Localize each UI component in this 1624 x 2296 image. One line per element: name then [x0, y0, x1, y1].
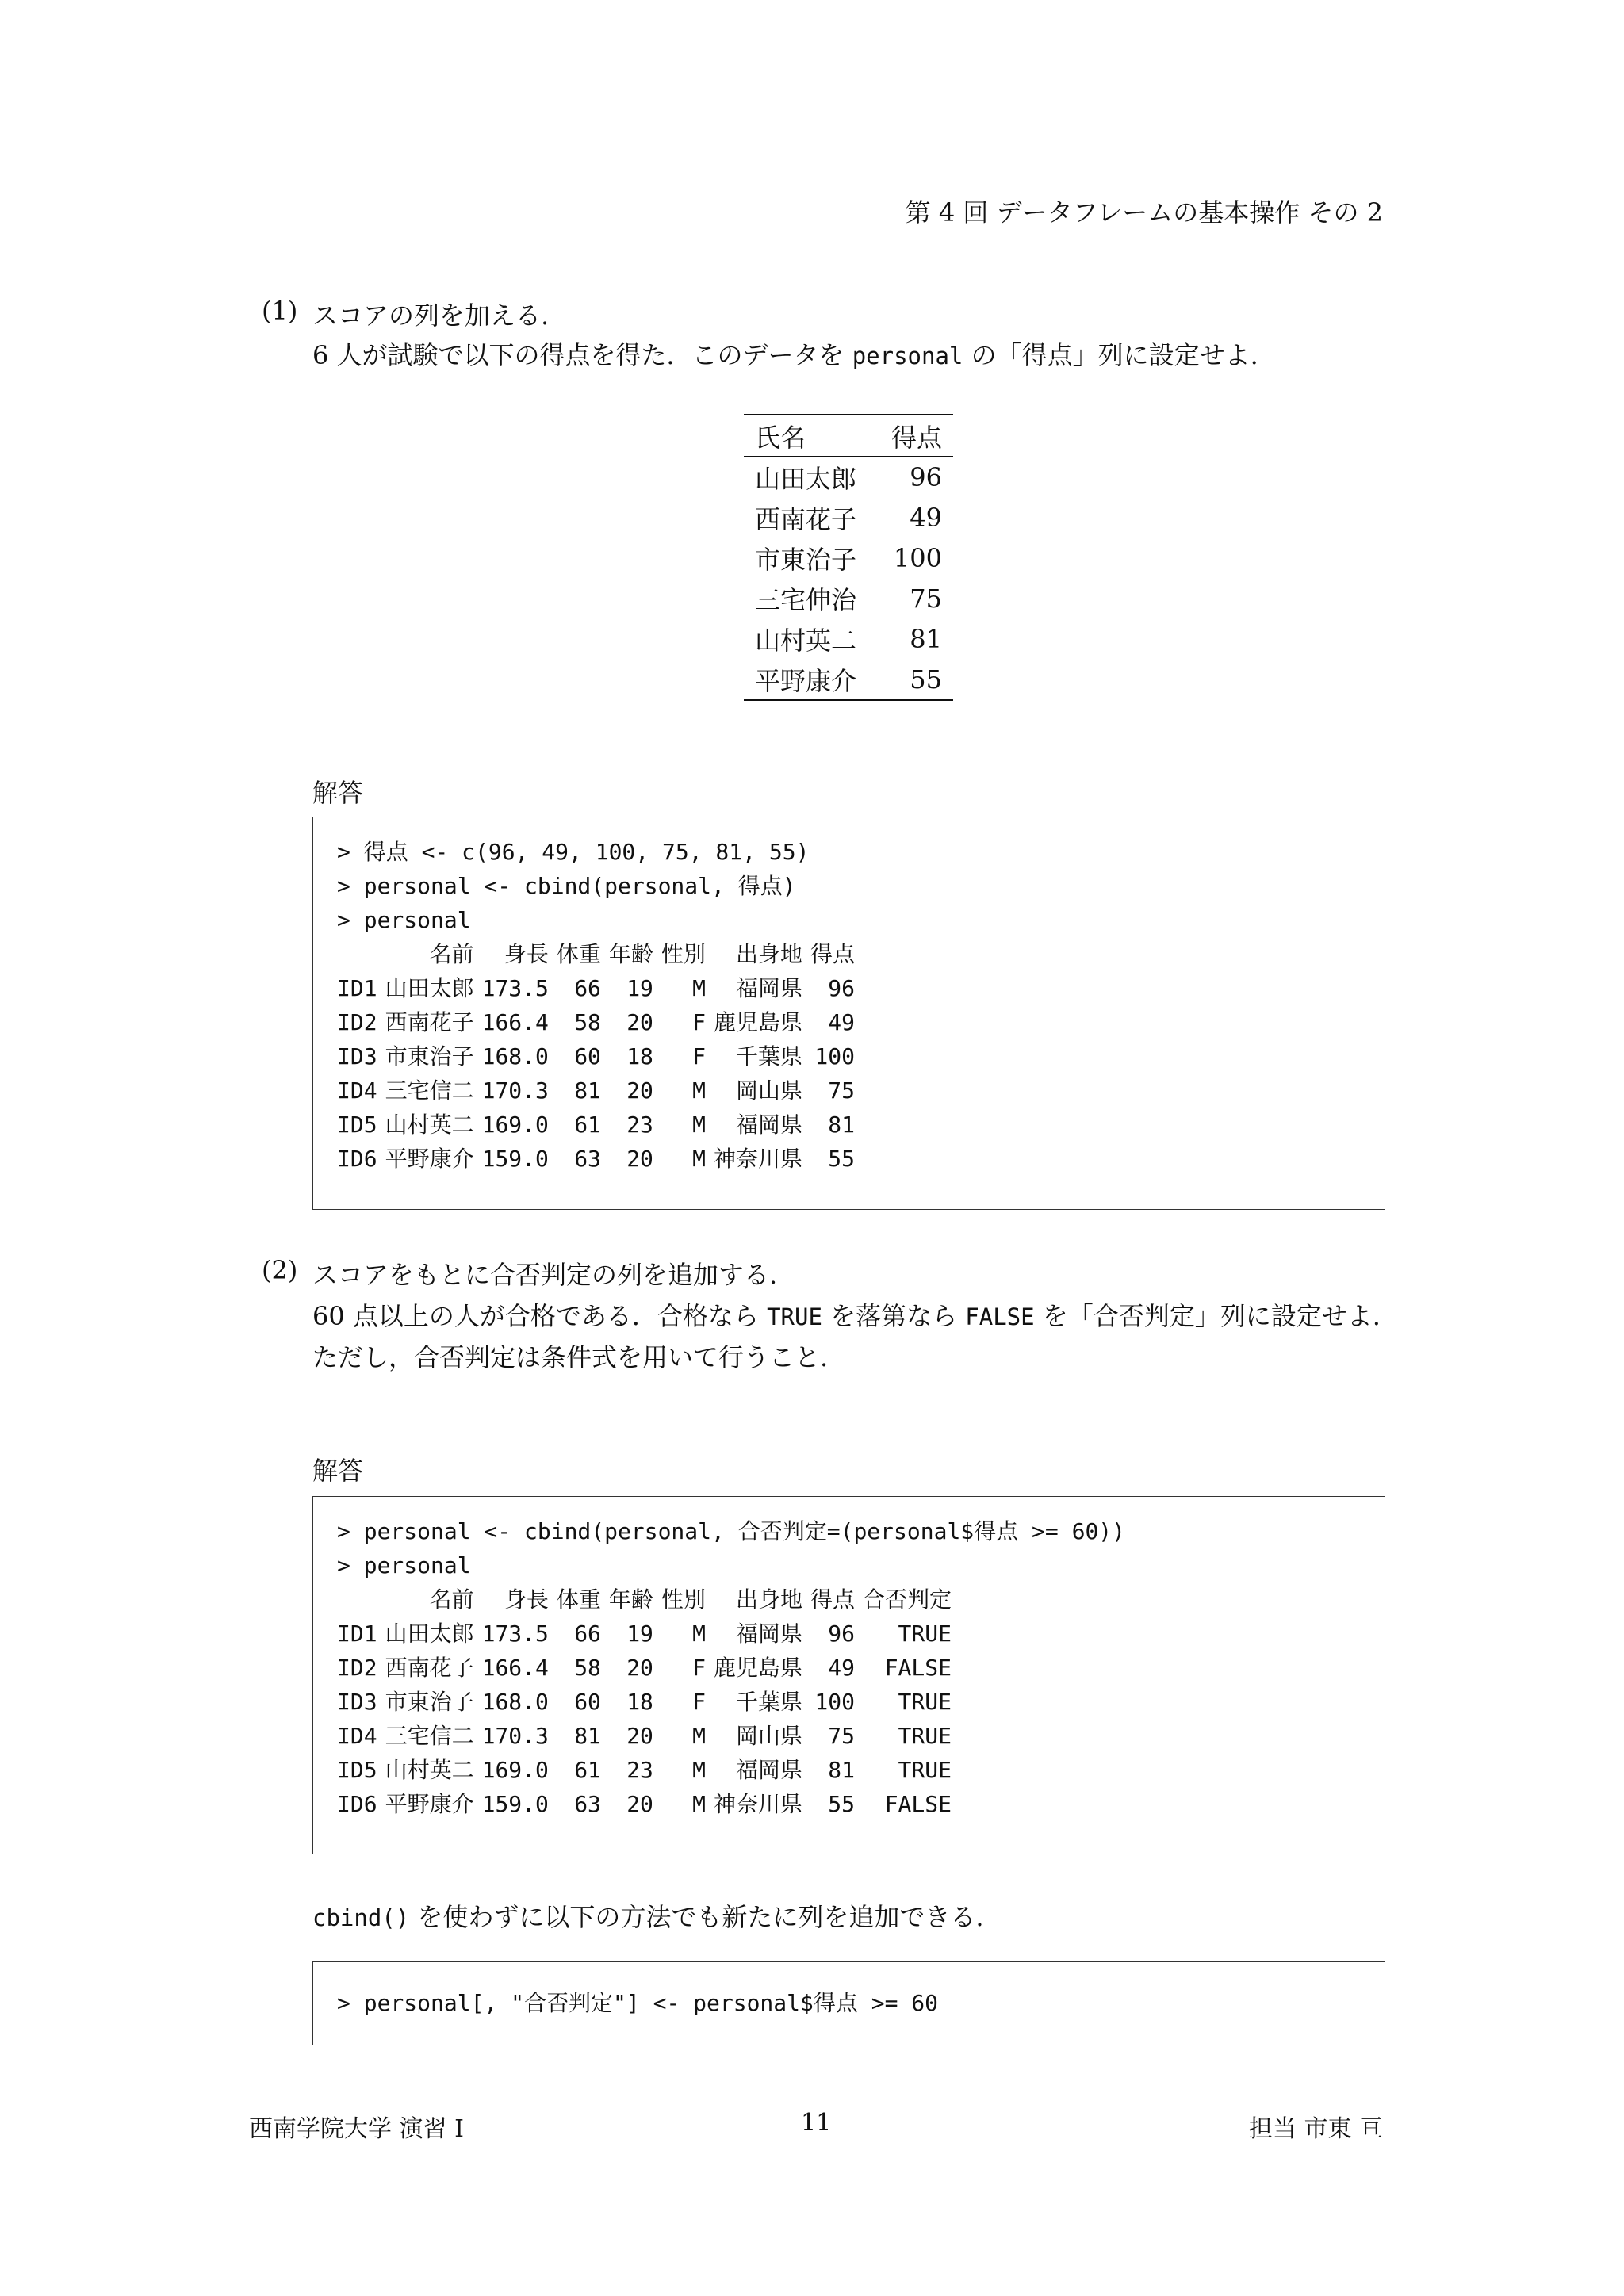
output-cell: M	[692, 975, 706, 1001]
output-cell: 100	[814, 1689, 855, 1715]
output-cell: ID1	[337, 975, 377, 1001]
note-code: cbind()	[312, 1904, 410, 1931]
output-cell: 市東治子	[385, 1043, 474, 1070]
output-cell: TRUE	[898, 1689, 952, 1715]
footer-left: 西南学院大学 演習 I	[249, 2115, 464, 2143]
output-cell: 81	[828, 1112, 855, 1138]
output-cell: ID5	[337, 1112, 377, 1138]
score-cell: 55	[910, 664, 942, 695]
output-cell: 20	[626, 1146, 653, 1172]
output-column-header	[337, 1582, 377, 1617]
table-row	[744, 578, 953, 618]
table-row	[744, 457, 953, 498]
output-cell: 山田太郎	[385, 975, 474, 1001]
output-cell: 166.4	[481, 1009, 549, 1035]
output-cell: ID6	[337, 1146, 377, 1172]
code-block	[312, 1961, 1385, 2045]
code-line: > personal[, "合否判定"] <- personal$得点 >= 60	[337, 1990, 939, 2016]
answer-label: 解答	[312, 1456, 364, 1486]
question-title: スコアの列を加える.	[312, 300, 550, 331]
output-cell: M	[692, 1723, 706, 1749]
output-column-header: 身長	[504, 941, 549, 967]
output-row	[337, 1073, 855, 1108]
body-text: 60 点以上の人が合格である．合格なら	[312, 1301, 768, 1331]
output-cell: M	[692, 1112, 706, 1138]
name-cell: 山田太郎	[755, 463, 857, 494]
output-cell: 100	[814, 1043, 855, 1070]
body-text: を「合否判定」列に設定せよ.	[1034, 1301, 1381, 1331]
question-title: スコアをもとに合否判定の列を追加する.	[312, 1260, 778, 1290]
output-cell: 18	[626, 1689, 653, 1715]
question-number: (1)	[262, 296, 298, 326]
score-cell: 81	[910, 623, 942, 654]
output-cell: 福岡県	[735, 1757, 802, 1783]
output-cell: ID4	[337, 1723, 377, 1749]
name-cell: 山村英二	[755, 625, 857, 656]
output-cell: 61	[574, 1757, 601, 1783]
output-cell: 19	[626, 1621, 653, 1647]
page-number: 11	[801, 2109, 832, 2137]
code-line: > personal	[337, 1552, 471, 1578]
output-cell: 168.0	[481, 1689, 549, 1715]
output-column-header: 合否判定	[862, 1586, 952, 1613]
name-cell: 平野康介	[755, 665, 857, 696]
output-cell: 鹿児島県	[713, 1655, 802, 1681]
question-number: (2)	[262, 1255, 298, 1285]
output-cell: 神奈川県	[713, 1146, 802, 1172]
output-cell: 49	[828, 1009, 855, 1035]
output-cell: 55	[828, 1146, 855, 1172]
output-cell: 千葉県	[735, 1043, 802, 1070]
output-column-header: 出身地	[735, 1586, 802, 1613]
output-cell: 159.0	[481, 1791, 549, 1817]
output-cell: 三宅信二	[385, 1077, 474, 1104]
score-cell: 49	[910, 502, 942, 533]
output-cell: 20	[626, 1077, 653, 1104]
output-cell: 19	[626, 975, 653, 1001]
table-row	[744, 497, 953, 538]
question-body	[312, 1296, 1381, 1333]
output-column-header: 得点	[810, 1586, 855, 1613]
output-cell: 平野康介	[385, 1146, 474, 1172]
output-cell: 169.0	[481, 1112, 549, 1138]
output-cell: 千葉県	[735, 1689, 802, 1715]
output-cell: 20	[626, 1009, 653, 1035]
output-cell: F	[692, 1043, 706, 1070]
output-cell: TRUE	[898, 1621, 952, 1647]
body-text: 6 人が試験で以下の得点を得た．このデータを	[312, 340, 852, 370]
output-row	[337, 1719, 952, 1753]
code-line: > 得点 <- c(96, 49, 100, 75, 81, 55)	[337, 839, 810, 865]
output-row	[337, 1787, 952, 1821]
output-cell: 23	[626, 1112, 653, 1138]
output-column-header: 得点	[810, 941, 855, 967]
body-code: personal	[852, 342, 963, 369]
output-cell: ID3	[337, 1043, 377, 1070]
output-cell: 20	[626, 1791, 653, 1817]
score-cell: 100	[893, 542, 942, 573]
output-cell: M	[692, 1146, 706, 1172]
output-cell: 18	[626, 1043, 653, 1070]
table-row	[744, 538, 953, 578]
body-text: を落第なら	[822, 1301, 966, 1331]
output-cell: 166.4	[481, 1655, 549, 1681]
output-cell: TRUE	[898, 1723, 952, 1749]
output-cell: 169.0	[481, 1757, 549, 1783]
output-column-header: 体重	[556, 1586, 601, 1613]
column-header: 得点	[891, 422, 942, 453]
output-column-header: 名前	[429, 941, 474, 967]
name-cell: 市東治子	[755, 544, 857, 575]
output-cell: 159.0	[481, 1146, 549, 1172]
output-cell: ID5	[337, 1757, 377, 1783]
output-column-header: 体重	[556, 941, 601, 967]
output-header-row	[337, 937, 855, 971]
table-row	[744, 618, 953, 659]
output-cell: F	[692, 1689, 706, 1715]
name-cell: 三宅伸治	[755, 584, 857, 615]
output-cell: 西南花子	[385, 1009, 474, 1035]
output-cell: 75	[828, 1077, 855, 1104]
output-column-header: 性別	[661, 1586, 706, 1613]
running-header: 第 4 回 データフレームの基本操作 その 2	[905, 197, 1383, 228]
output-cell: 福岡県	[735, 1112, 802, 1138]
output-cell: ID3	[337, 1689, 377, 1715]
output-row	[337, 1039, 855, 1073]
name-cell: 西南花子	[755, 503, 857, 534]
output-cell: 岡山県	[735, 1723, 802, 1749]
r-output-table	[337, 1582, 952, 1821]
code-line: > personal	[337, 907, 471, 933]
output-column-header: 出身地	[735, 941, 802, 967]
output-cell: 49	[828, 1655, 855, 1681]
output-cell: 66	[574, 1621, 601, 1647]
output-cell: M	[692, 1791, 706, 1817]
body-text: の「得点」列に設定せよ.	[963, 340, 1258, 370]
output-cell: 岡山県	[735, 1077, 802, 1104]
output-cell: 81	[828, 1757, 855, 1783]
body-code: TRUE	[767, 1303, 822, 1330]
output-cell: 173.5	[481, 975, 549, 1001]
output-cell: 山田太郎	[385, 1621, 474, 1647]
output-cell: 山村英二	[385, 1112, 474, 1138]
output-cell: F	[692, 1009, 706, 1035]
output-cell: 173.5	[481, 1621, 549, 1647]
code-line: > personal <- cbind(personal, 合否判定=(personal$得点 >= 60))	[337, 1518, 1126, 1544]
question-body	[312, 335, 1258, 372]
output-cell: F	[692, 1655, 706, 1681]
question-body: ただし，合否判定は条件式を用いて行うこと.	[312, 1342, 829, 1372]
output-column-header: 年齢	[608, 1586, 653, 1613]
output-row	[337, 1651, 952, 1685]
note-text	[312, 1897, 984, 1934]
output-cell: 96	[828, 975, 855, 1001]
output-cell: M	[692, 1621, 706, 1647]
output-row	[337, 1005, 855, 1039]
output-cell: 63	[574, 1791, 601, 1817]
output-cell: FALSE	[884, 1791, 952, 1817]
score-cell: 75	[910, 583, 942, 614]
code-line: > personal <- cbind(personal, 得点)	[337, 873, 796, 899]
output-cell: 西南花子	[385, 1655, 474, 1681]
table-row	[744, 659, 953, 700]
output-cell: 81	[574, 1077, 601, 1104]
output-cell: 58	[574, 1655, 601, 1681]
output-cell: 60	[574, 1689, 601, 1715]
output-cell: ID2	[337, 1009, 377, 1035]
output-cell: 福岡県	[735, 975, 802, 1001]
output-header-row	[337, 1582, 952, 1617]
output-cell: 平野康介	[385, 1791, 474, 1817]
output-cell: ID6	[337, 1791, 377, 1817]
output-cell: 20	[626, 1655, 653, 1681]
r-output-table	[337, 937, 855, 1176]
output-cell: ID2	[337, 1655, 377, 1681]
output-column-header: 年齢	[608, 941, 653, 967]
code-block	[312, 817, 1385, 1210]
output-row	[337, 1753, 952, 1787]
output-row	[337, 1108, 855, 1142]
score-cell: 96	[910, 461, 942, 492]
output-row	[337, 1685, 952, 1719]
score-table	[744, 414, 953, 701]
output-cell: TRUE	[898, 1757, 952, 1783]
code-block	[312, 1496, 1385, 1854]
table-header-row	[744, 415, 953, 457]
output-row	[337, 1617, 952, 1651]
output-cell: 鹿児島県	[713, 1009, 802, 1035]
output-cell: ID4	[337, 1077, 377, 1104]
output-column-header: 名前	[429, 1586, 474, 1613]
note-body: を使わずに以下の方法でも新たに列を追加できる.	[409, 1902, 984, 1932]
output-column-header: 性別	[661, 941, 706, 967]
output-cell: 三宅信二	[385, 1723, 474, 1749]
footer-right: 担当 市東 亘	[1248, 2115, 1383, 2143]
output-row	[337, 971, 855, 1005]
column-header: 氏名	[755, 422, 806, 453]
output-cell: 75	[828, 1723, 855, 1749]
output-cell: 58	[574, 1009, 601, 1035]
output-cell: 20	[626, 1723, 653, 1749]
output-cell: 市東治子	[385, 1689, 474, 1715]
output-cell: 66	[574, 975, 601, 1001]
answer-label: 解答	[312, 778, 364, 808]
output-cell: 山村英二	[385, 1757, 474, 1783]
output-cell: 170.3	[481, 1077, 549, 1104]
output-cell: 55	[828, 1791, 855, 1817]
output-cell: 81	[574, 1723, 601, 1749]
output-cell: 23	[626, 1757, 653, 1783]
output-cell: M	[692, 1757, 706, 1783]
output-cell: 96	[828, 1621, 855, 1647]
output-cell: M	[692, 1077, 706, 1104]
output-row	[337, 1142, 855, 1176]
output-cell: 168.0	[481, 1043, 549, 1070]
output-cell: 63	[574, 1146, 601, 1172]
output-cell: 福岡県	[735, 1621, 802, 1647]
output-cell: 60	[574, 1043, 601, 1070]
output-cell: 61	[574, 1112, 601, 1138]
output-column-header	[337, 937, 377, 971]
output-cell: 神奈川県	[713, 1791, 802, 1817]
body-code: FALSE	[965, 1303, 1035, 1330]
output-cell: 170.3	[481, 1723, 549, 1749]
output-cell: FALSE	[884, 1655, 952, 1681]
output-column-header: 身長	[504, 1586, 549, 1613]
output-cell: ID1	[337, 1621, 377, 1647]
